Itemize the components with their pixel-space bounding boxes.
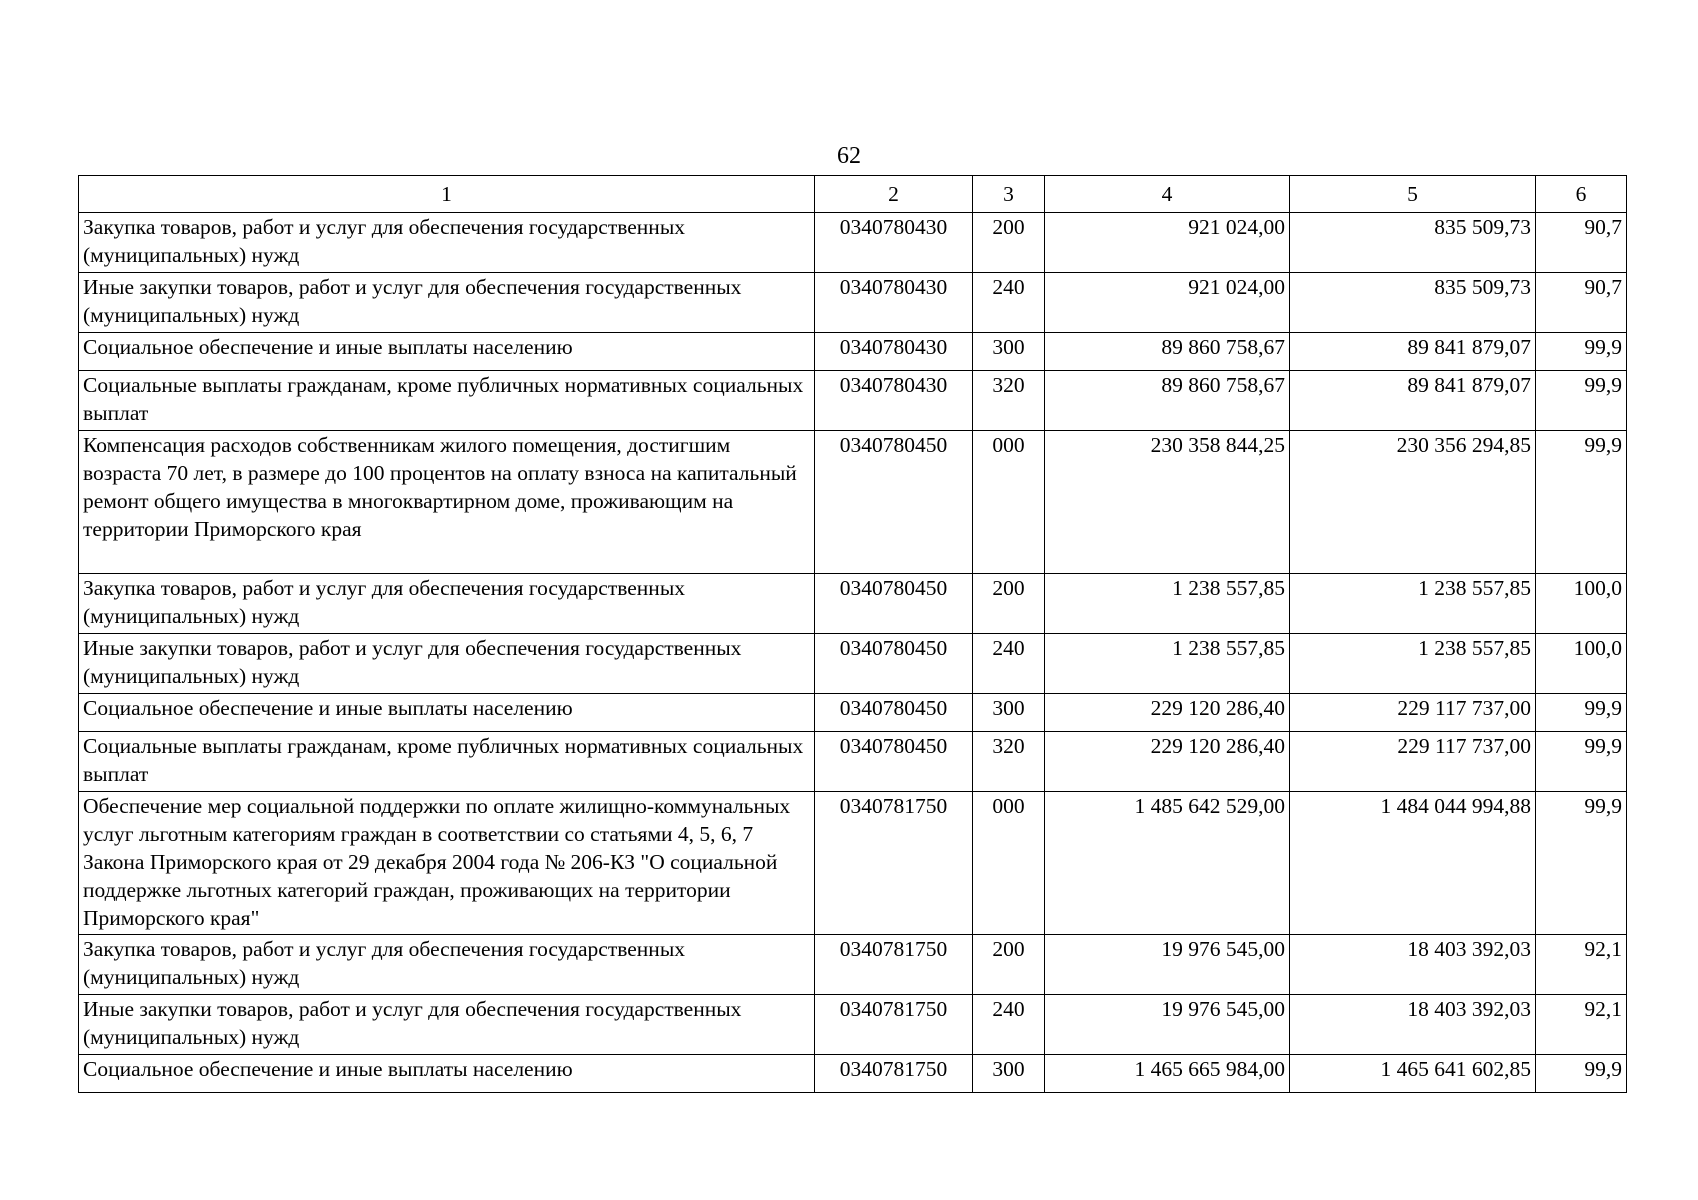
row-name: Социальное обеспечение и иные выплаты населению	[79, 1055, 815, 1093]
header-row	[79, 176, 1627, 213]
row-percent: 100,0	[1536, 634, 1627, 694]
row-name: Закупка товаров, работ и услуг для обеспечения государственных (муниципальных) нужд	[79, 213, 815, 273]
row-actual-amount: 835 509,73	[1290, 273, 1536, 333]
row-plan-amount: 1 465 665 984,00	[1045, 1055, 1290, 1093]
table-row	[79, 431, 1627, 574]
row-expense-type: 240	[973, 634, 1045, 694]
row-name: Социальные выплаты гражданам, кроме публичных нормативных социальных выплат	[79, 732, 815, 792]
row-target-code: 0340780450	[815, 431, 973, 574]
row-target-code: 0340780430	[815, 273, 973, 333]
table-row	[79, 732, 1627, 792]
row-percent: 99,9	[1536, 333, 1627, 371]
table-header	[79, 176, 1627, 213]
table-row	[79, 213, 1627, 273]
page-number: 62	[837, 143, 861, 169]
row-percent: 90,7	[1536, 213, 1627, 273]
row-name: Компенсация расходов собственникам жилого помещения, достигшим возраста 70 лет, в размере до 100 процентов на оплату взноса на капитальный ремонт общего имущества в многоквартирном доме, проживающим на территории Приморского края	[79, 431, 815, 574]
row-target-code: 0340781750	[815, 995, 973, 1055]
table-row	[79, 1055, 1627, 1093]
row-plan-amount: 230 358 844,25	[1045, 431, 1290, 574]
row-target-code: 0340780450	[815, 732, 973, 792]
row-percent: 99,9	[1536, 371, 1627, 431]
row-actual-amount: 835 509,73	[1290, 213, 1536, 273]
header-col-4: 4	[1045, 176, 1290, 213]
row-name: Социальное обеспечение и иные выплаты населению	[79, 333, 815, 371]
row-percent: 90,7	[1536, 273, 1627, 333]
row-target-code: 0340780450	[815, 634, 973, 694]
row-expense-type: 320	[973, 732, 1045, 792]
row-actual-amount: 1 484 044 994,88	[1290, 792, 1536, 935]
row-percent: 99,9	[1536, 792, 1627, 935]
row-name: Иные закупки товаров, работ и услуг для обеспечения государственных (муниципальных) нужд	[79, 273, 815, 333]
row-expense-type: 300	[973, 1055, 1045, 1093]
header-col-1: 1	[79, 176, 815, 213]
row-plan-amount: 1 238 557,85	[1045, 574, 1290, 634]
row-actual-amount: 230 356 294,85	[1290, 431, 1536, 574]
row-plan-amount: 921 024,00	[1045, 273, 1290, 333]
row-plan-amount: 19 976 545,00	[1045, 935, 1290, 995]
table-row	[79, 371, 1627, 431]
table-row	[79, 273, 1627, 333]
row-name: Обеспечение мер социальной поддержки по оплате жилищно-коммунальных услуг льготным категориям граждан в соответствии со статьями 4, 5, 6, 7 Закона Приморского края от 29 декабря 2004 года № 206-КЗ "О социальной поддержке льготных категорий граждан, проживающих на территории Приморского края"	[79, 792, 815, 935]
header-col-5: 5	[1290, 176, 1536, 213]
table-row	[79, 792, 1627, 935]
row-name: Иные закупки товаров, работ и услуг для обеспечения государственных (муниципальных) нужд	[79, 995, 815, 1055]
header-col-2: 2	[815, 176, 973, 213]
table-body	[79, 213, 1627, 1093]
row-actual-amount: 89 841 879,07	[1290, 333, 1536, 371]
row-actual-amount: 1 238 557,85	[1290, 574, 1536, 634]
row-expense-type: 320	[973, 371, 1045, 431]
table-row	[79, 995, 1627, 1055]
row-actual-amount: 18 403 392,03	[1290, 935, 1536, 995]
table-row	[79, 935, 1627, 995]
row-target-code: 0340780430	[815, 371, 973, 431]
row-name: Иные закупки товаров, работ и услуг для обеспечения государственных (муниципальных) нужд	[79, 634, 815, 694]
row-plan-amount: 1 485 642 529,00	[1045, 792, 1290, 935]
row-name: Социальные выплаты гражданам, кроме публичных нормативных социальных выплат	[79, 371, 815, 431]
row-expense-type: 200	[973, 574, 1045, 634]
row-actual-amount: 89 841 879,07	[1290, 371, 1536, 431]
row-actual-amount: 1 238 557,85	[1290, 634, 1536, 694]
row-percent: 99,9	[1536, 694, 1627, 732]
row-expense-type: 240	[973, 995, 1045, 1055]
row-expense-type: 240	[973, 273, 1045, 333]
row-percent: 99,9	[1536, 732, 1627, 792]
row-percent: 100,0	[1536, 574, 1627, 634]
row-plan-amount: 19 976 545,00	[1045, 995, 1290, 1055]
table-row	[79, 694, 1627, 732]
row-percent: 99,9	[1536, 1055, 1627, 1093]
table-row	[79, 634, 1627, 694]
row-actual-amount: 18 403 392,03	[1290, 995, 1536, 1055]
row-actual-amount: 229 117 737,00	[1290, 732, 1536, 792]
row-plan-amount: 89 860 758,67	[1045, 333, 1290, 371]
row-name: Закупка товаров, работ и услуг для обеспечения государственных (муниципальных) нужд	[79, 574, 815, 634]
row-target-code: 0340780450	[815, 574, 973, 634]
row-percent: 92,1	[1536, 995, 1627, 1055]
header-col-6: 6	[1536, 176, 1627, 213]
row-expense-type: 000	[973, 792, 1045, 935]
row-expense-type: 300	[973, 333, 1045, 371]
row-expense-type: 000	[973, 431, 1045, 574]
row-target-code: 0340780430	[815, 213, 973, 273]
row-target-code: 0340780450	[815, 694, 973, 732]
header-col-3: 3	[973, 176, 1045, 213]
row-target-code: 0340780430	[815, 333, 973, 371]
table-row	[79, 333, 1627, 371]
row-plan-amount: 229 120 286,40	[1045, 732, 1290, 792]
row-plan-amount: 1 238 557,85	[1045, 634, 1290, 694]
row-expense-type: 200	[973, 935, 1045, 995]
budget-table	[78, 175, 1627, 1093]
row-plan-amount: 89 860 758,67	[1045, 371, 1290, 431]
row-percent: 99,9	[1536, 431, 1627, 574]
row-actual-amount: 1 465 641 602,85	[1290, 1055, 1536, 1093]
row-percent: 92,1	[1536, 935, 1627, 995]
row-name: Закупка товаров, работ и услуг для обеспечения государственных (муниципальных) нужд	[79, 935, 815, 995]
row-target-code: 0340781750	[815, 1055, 973, 1093]
row-actual-amount: 229 117 737,00	[1290, 694, 1536, 732]
row-expense-type: 300	[973, 694, 1045, 732]
row-plan-amount: 921 024,00	[1045, 213, 1290, 273]
table-row	[79, 574, 1627, 634]
row-target-code: 0340781750	[815, 792, 973, 935]
row-plan-amount: 229 120 286,40	[1045, 694, 1290, 732]
row-target-code: 0340781750	[815, 935, 973, 995]
row-expense-type: 200	[973, 213, 1045, 273]
row-name: Социальное обеспечение и иные выплаты населению	[79, 694, 815, 732]
